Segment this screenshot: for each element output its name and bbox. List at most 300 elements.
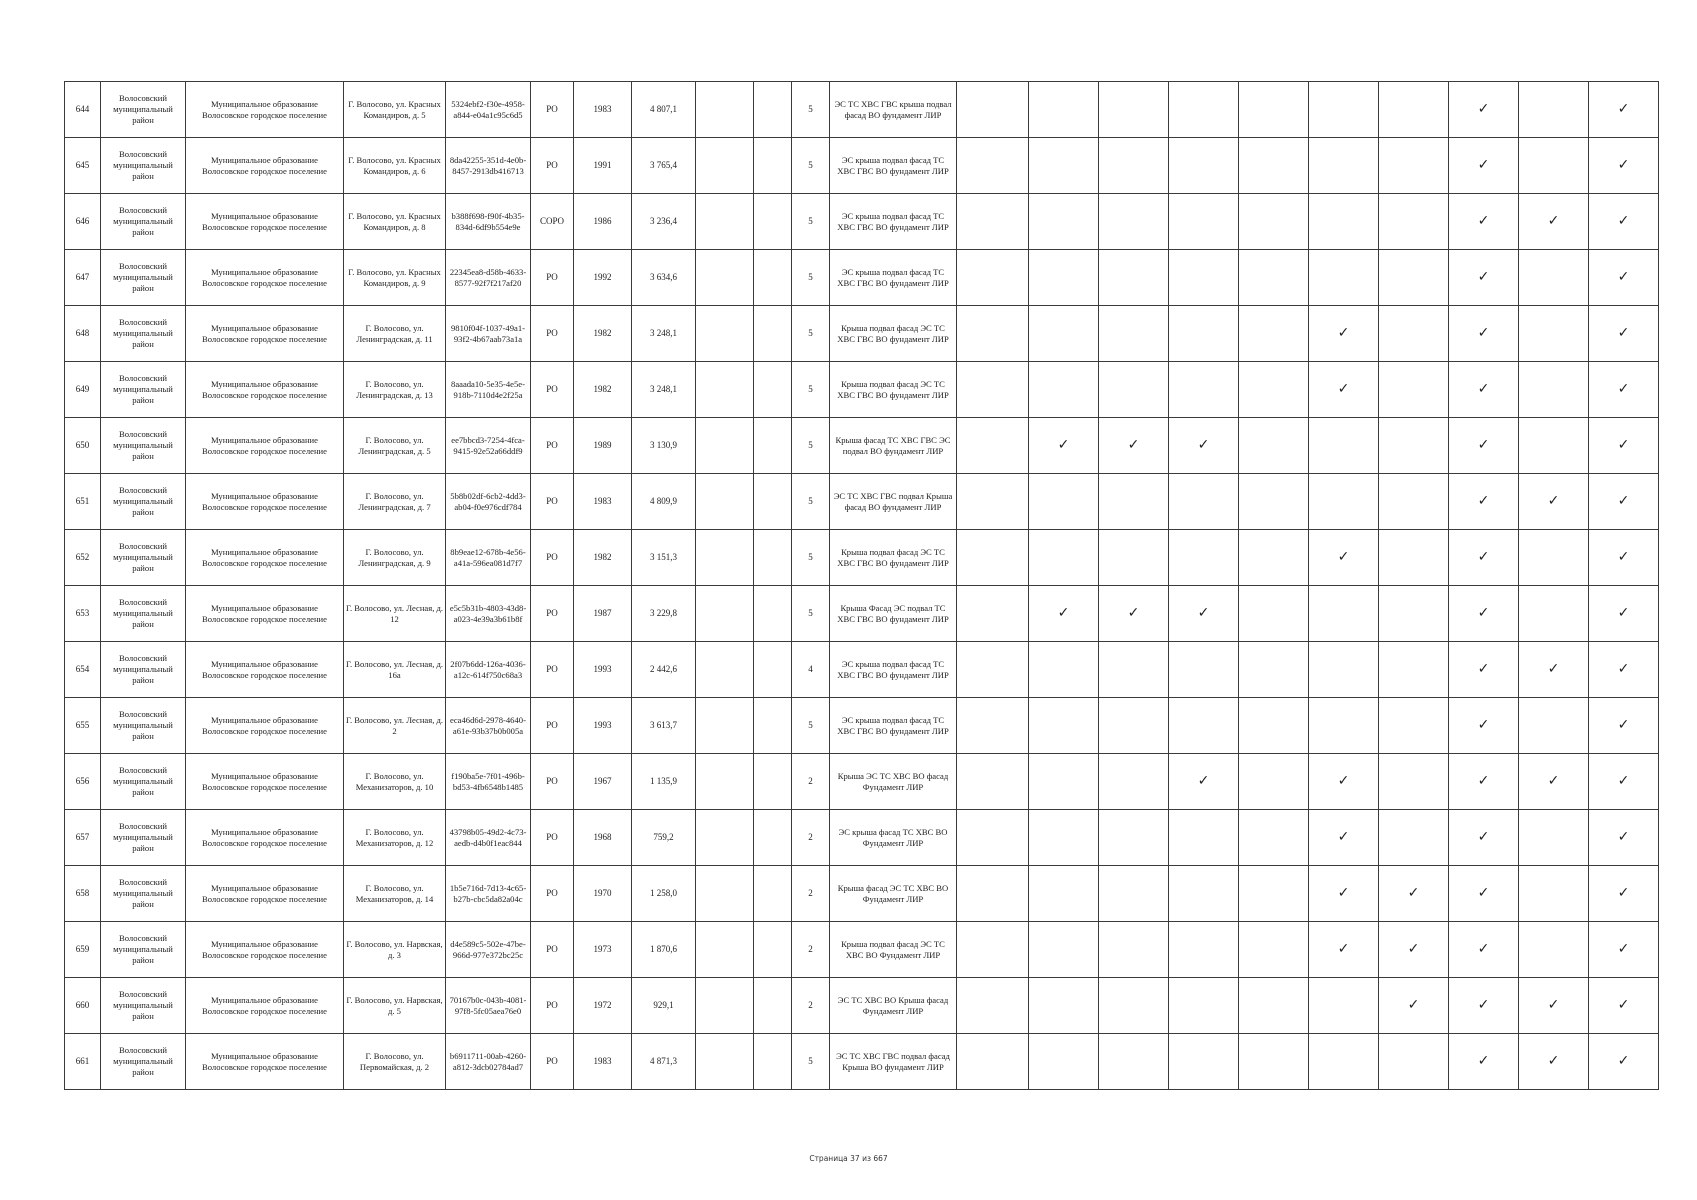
cell-c8: ✓ [1449, 362, 1519, 418]
cell-c6 [1309, 642, 1379, 698]
cell-c1 [957, 810, 1029, 866]
cell-c9: ✓ [1519, 1034, 1589, 1090]
cell-c10: ✓ [1589, 978, 1659, 1034]
cell-year: 1983 [574, 1034, 632, 1090]
cell-c2: ✓ [1029, 418, 1099, 474]
cell-address: Г. Волосово, ул. Механизаторов, д. 10 [344, 754, 446, 810]
cell-address: Г. Волосово, ул. Механизаторов, д. 14 [344, 866, 446, 922]
cell-works: Крыша ЭС ТС ХВС ВО фасад Фундамент ЛИР [830, 754, 957, 810]
cell-year: 1982 [574, 530, 632, 586]
cell-guid: d4e589c5-502e-47be-966d-977e372bc25c [446, 922, 531, 978]
cell-c10: ✓ [1589, 698, 1659, 754]
cell-works: ЭС крыша подвал фасад ТС ХВС ГВС ВО фундамент ЛИР [830, 138, 957, 194]
cell-c3 [1099, 1034, 1169, 1090]
cell-c6 [1309, 474, 1379, 530]
cell-c7 [1379, 138, 1449, 194]
cell-year: 1973 [574, 922, 632, 978]
cell-blank1 [696, 194, 754, 250]
cell-address: Г. Волосово, ул. Ленинградская, д. 13 [344, 362, 446, 418]
cell-c8: ✓ [1449, 530, 1519, 586]
cell-c7: ✓ [1379, 978, 1449, 1034]
cell-c5 [1239, 754, 1309, 810]
table-row [65, 82, 1659, 138]
cell-works: ЭС крыша подвал фасад ТС ХВС ГВС ВО фундамент ЛИР [830, 250, 957, 306]
cell-guid: 43798b05-49d2-4c73-aedb-d4b0f1eac844 [446, 810, 531, 866]
cell-floors: 5 [792, 194, 830, 250]
cell-c9: ✓ [1519, 754, 1589, 810]
cell-guid: 70167b0c-043b-4081-97f8-5fc05aea76e0 [446, 978, 531, 1034]
cell-area: 929,1 [632, 978, 696, 1034]
cell-no: 646 [65, 194, 101, 250]
cell-floors: 2 [792, 978, 830, 1034]
cell-district: Волосовский муниципальный район [101, 810, 186, 866]
cell-blank2 [754, 1034, 792, 1090]
cell-c1 [957, 922, 1029, 978]
cell-guid: 8aaada10-5e35-4e5e-918b-7110d4e2f25a [446, 362, 531, 418]
cell-municipality: Муниципальное образование Волосовское городское поселение [186, 306, 344, 362]
cell-works: ЭС крыша подвал фасад ТС ХВС ГВС ВО фундамент ЛИР [830, 194, 957, 250]
cell-municipality: Муниципальное образование Волосовское городское поселение [186, 250, 344, 306]
cell-area: 1 135,9 [632, 754, 696, 810]
cell-c3: ✓ [1099, 586, 1169, 642]
cell-c8: ✓ [1449, 138, 1519, 194]
cell-c2 [1029, 866, 1099, 922]
cell-mgmt: РО [531, 82, 574, 138]
cell-district: Волосовский муниципальный район [101, 474, 186, 530]
cell-works: ЭС ТС ХВС ГВС подвал Крыша фасад ВО фундамент ЛИР [830, 474, 957, 530]
cell-district: Волосовский муниципальный район [101, 418, 186, 474]
cell-mgmt: РО [531, 866, 574, 922]
cell-c2 [1029, 642, 1099, 698]
cell-blank1 [696, 362, 754, 418]
cell-c7: ✓ [1379, 922, 1449, 978]
cell-c4 [1169, 530, 1239, 586]
cell-blank2 [754, 866, 792, 922]
cell-c8: ✓ [1449, 866, 1519, 922]
cell-floors: 5 [792, 418, 830, 474]
cell-blank2 [754, 250, 792, 306]
cell-c5 [1239, 922, 1309, 978]
cell-address: Г. Волосово, ул. Первомайская, д. 2 [344, 1034, 446, 1090]
cell-blank2 [754, 82, 792, 138]
cell-floors: 5 [792, 82, 830, 138]
cell-c6: ✓ [1309, 866, 1379, 922]
cell-mgmt: РО [531, 138, 574, 194]
cell-blank1 [696, 138, 754, 194]
cell-c10: ✓ [1589, 586, 1659, 642]
cell-district: Волосовский муниципальный район [101, 306, 186, 362]
cell-no: 650 [65, 418, 101, 474]
cell-district: Волосовский муниципальный район [101, 978, 186, 1034]
cell-c5 [1239, 978, 1309, 1034]
page-footer: Страница 37 из 667 [809, 1154, 888, 1163]
cell-c8: ✓ [1449, 418, 1519, 474]
cell-c9 [1519, 418, 1589, 474]
cell-no: 653 [65, 586, 101, 642]
cell-blank2 [754, 474, 792, 530]
table-row [65, 642, 1659, 698]
cell-floors: 4 [792, 642, 830, 698]
cell-mgmt: РО [531, 474, 574, 530]
cell-blank1 [696, 866, 754, 922]
cell-c9 [1519, 922, 1589, 978]
cell-c9 [1519, 586, 1589, 642]
cell-year: 1993 [574, 642, 632, 698]
cell-c4 [1169, 306, 1239, 362]
cell-no: 661 [65, 1034, 101, 1090]
cell-c4 [1169, 250, 1239, 306]
cell-c4 [1169, 1034, 1239, 1090]
cell-c6: ✓ [1309, 922, 1379, 978]
cell-blank2 [754, 194, 792, 250]
cell-guid: ee7bbcd3-7254-4fca-9415-92e52a66ddf9 [446, 418, 531, 474]
cell-c3 [1099, 698, 1169, 754]
cell-address: Г. Волосово, ул. Механизаторов, д. 12 [344, 810, 446, 866]
cell-area: 759,2 [632, 810, 696, 866]
cell-floors: 5 [792, 306, 830, 362]
cell-district: Волосовский муниципальный район [101, 698, 186, 754]
cell-c7 [1379, 698, 1449, 754]
cell-floors: 5 [792, 138, 830, 194]
table-row [65, 194, 1659, 250]
cell-blank1 [696, 250, 754, 306]
cell-no: 644 [65, 82, 101, 138]
cell-c5 [1239, 1034, 1309, 1090]
cell-c3 [1099, 194, 1169, 250]
cell-district: Волосовский муниципальный район [101, 138, 186, 194]
cell-year: 1989 [574, 418, 632, 474]
cell-c2 [1029, 194, 1099, 250]
cell-district: Волосовский муниципальный район [101, 922, 186, 978]
cell-floors: 5 [792, 474, 830, 530]
cell-c4 [1169, 194, 1239, 250]
cell-district: Волосовский муниципальный район [101, 866, 186, 922]
cell-c4 [1169, 810, 1239, 866]
cell-blank1 [696, 810, 754, 866]
cell-district: Волосовский муниципальный район [101, 586, 186, 642]
cell-works: Крыша Фасад ЭС подвал ТС ХВС ГВС ВО фундамент ЛИР [830, 586, 957, 642]
cell-area: 3 229,8 [632, 586, 696, 642]
cell-c10: ✓ [1589, 82, 1659, 138]
cell-c5 [1239, 586, 1309, 642]
cell-floors: 5 [792, 362, 830, 418]
cell-address: Г. Волосово, ул. Лесная, д. 12 [344, 586, 446, 642]
cell-blank2 [754, 642, 792, 698]
cell-c10: ✓ [1589, 642, 1659, 698]
cell-municipality: Муниципальное образование Волосовское городское поселение [186, 138, 344, 194]
table-row [65, 810, 1659, 866]
cell-c3 [1099, 138, 1169, 194]
cell-area: 3 151,3 [632, 530, 696, 586]
cell-c1 [957, 138, 1029, 194]
cell-area: 4 809,9 [632, 474, 696, 530]
cell-c1 [957, 642, 1029, 698]
cell-c5 [1239, 194, 1309, 250]
cell-area: 1 258,0 [632, 866, 696, 922]
cell-blank2 [754, 698, 792, 754]
cell-no: 645 [65, 138, 101, 194]
cell-c2 [1029, 250, 1099, 306]
cell-floors: 5 [792, 1034, 830, 1090]
cell-c3 [1099, 810, 1169, 866]
cell-blank1 [696, 754, 754, 810]
cell-c1 [957, 474, 1029, 530]
cell-no: 660 [65, 978, 101, 1034]
cell-no: 655 [65, 698, 101, 754]
cell-floors: 5 [792, 530, 830, 586]
cell-c2 [1029, 138, 1099, 194]
cell-mgmt: РО [531, 362, 574, 418]
cell-c1 [957, 978, 1029, 1034]
cell-area: 1 870,6 [632, 922, 696, 978]
cell-c3 [1099, 530, 1169, 586]
cell-c8: ✓ [1449, 250, 1519, 306]
cell-floors: 2 [792, 922, 830, 978]
cell-no: 656 [65, 754, 101, 810]
cell-mgmt: РО [531, 1034, 574, 1090]
cell-c9 [1519, 250, 1589, 306]
cell-c6 [1309, 698, 1379, 754]
cell-mgmt: РО [531, 978, 574, 1034]
cell-c4 [1169, 866, 1239, 922]
cell-area: 3 236,4 [632, 194, 696, 250]
cell-address: Г. Волосово, ул. Нарвская, д. 3 [344, 922, 446, 978]
cell-no: 654 [65, 642, 101, 698]
cell-c2 [1029, 306, 1099, 362]
cell-no: 659 [65, 922, 101, 978]
cell-c4: ✓ [1169, 754, 1239, 810]
cell-c10: ✓ [1589, 866, 1659, 922]
cell-works: Крыша фасад ТС ХВС ГВС ЭС подвал ВО фундамент ЛИР [830, 418, 957, 474]
cell-year: 1982 [574, 306, 632, 362]
cell-c7: ✓ [1379, 866, 1449, 922]
cell-c9: ✓ [1519, 642, 1589, 698]
cell-c10: ✓ [1589, 250, 1659, 306]
cell-mgmt: РО [531, 530, 574, 586]
cell-floors: 2 [792, 810, 830, 866]
cell-guid: f190ba5e-7f01-496b-bd53-4fb6548b1485 [446, 754, 531, 810]
cell-c10: ✓ [1589, 1034, 1659, 1090]
cell-c5 [1239, 250, 1309, 306]
cell-blank1 [696, 642, 754, 698]
cell-district: Волосовский муниципальный район [101, 362, 186, 418]
cell-year: 1972 [574, 978, 632, 1034]
cell-municipality: Муниципальное образование Волосовское городское поселение [186, 1034, 344, 1090]
cell-works: ЭС крыша фасад ТС ХВС ВО Фундамент ЛИР [830, 810, 957, 866]
cell-c2 [1029, 922, 1099, 978]
cell-district: Волосовский муниципальный район [101, 194, 186, 250]
table-row [65, 250, 1659, 306]
cell-works: Крыша подвал фасад ЭС ТС ХВС ВО Фундамент ЛИР [830, 922, 957, 978]
cell-address: Г. Волосово, ул. Ленинградская, д. 7 [344, 474, 446, 530]
cell-year: 1987 [574, 586, 632, 642]
cell-c7 [1379, 306, 1449, 362]
cell-works: Крыша фасад ЭС ТС ХВС ВО Фундамент ЛИР [830, 866, 957, 922]
cell-c6: ✓ [1309, 754, 1379, 810]
cell-c6 [1309, 82, 1379, 138]
cell-c7 [1379, 754, 1449, 810]
cell-blank1 [696, 586, 754, 642]
cell-c8: ✓ [1449, 698, 1519, 754]
cell-c7 [1379, 1034, 1449, 1090]
cell-c8: ✓ [1449, 754, 1519, 810]
cell-c2 [1029, 1034, 1099, 1090]
cell-no: 649 [65, 362, 101, 418]
cell-address: Г. Волосово, ул. Красных Командиров, д. 6 [344, 138, 446, 194]
cell-address: Г. Волосово, ул. Лесная, д. 16а [344, 642, 446, 698]
cell-year: 1968 [574, 810, 632, 866]
cell-c1 [957, 866, 1029, 922]
cell-c1 [957, 194, 1029, 250]
cell-no: 648 [65, 306, 101, 362]
cell-municipality: Муниципальное образование Волосовское городское поселение [186, 82, 344, 138]
cell-c5 [1239, 362, 1309, 418]
cell-mgmt: РО [531, 586, 574, 642]
table-row [65, 978, 1659, 1034]
cell-municipality: Муниципальное образование Волосовское городское поселение [186, 922, 344, 978]
cell-address: Г. Волосово, ул. Нарвская, д. 5 [344, 978, 446, 1034]
cell-c7 [1379, 810, 1449, 866]
table-row [65, 698, 1659, 754]
cell-works: ЭС крыша подвал фасад ТС ХВС ГВС ВО фундамент ЛИР [830, 698, 957, 754]
cell-works: Крыша подвал фасад ЭС ТС ХВС ГВС ВО фундамент ЛИР [830, 362, 957, 418]
cell-municipality: Муниципальное образование Волосовское городское поселение [186, 530, 344, 586]
cell-guid: b388f698-f90f-4b35-834d-6df9b554e9e [446, 194, 531, 250]
cell-c1 [957, 306, 1029, 362]
cell-municipality: Муниципальное образование Волосовское городское поселение [186, 642, 344, 698]
cell-c9: ✓ [1519, 194, 1589, 250]
cell-year: 1993 [574, 698, 632, 754]
cell-address: Г. Волосово, ул. Красных Командиров, д. 8 [344, 194, 446, 250]
cell-c2: ✓ [1029, 586, 1099, 642]
cell-c4 [1169, 698, 1239, 754]
cell-district: Волосовский муниципальный район [101, 250, 186, 306]
cell-district: Волосовский муниципальный район [101, 642, 186, 698]
cell-address: Г. Волосово, ул. Красных Командиров, д. 9 [344, 250, 446, 306]
cell-c9: ✓ [1519, 978, 1589, 1034]
cell-c3 [1099, 474, 1169, 530]
cell-district: Волосовский муниципальный район [101, 82, 186, 138]
cell-municipality: Муниципальное образование Волосовское городское поселение [186, 474, 344, 530]
cell-c9 [1519, 810, 1589, 866]
cell-no: 651 [65, 474, 101, 530]
cell-c8: ✓ [1449, 194, 1519, 250]
cell-c8: ✓ [1449, 474, 1519, 530]
cell-year: 1983 [574, 474, 632, 530]
cell-municipality: Муниципальное образование Волосовское городское поселение [186, 978, 344, 1034]
cell-district: Волосовский муниципальный район [101, 530, 186, 586]
cell-guid: 2f07b6dd-126a-4036-a12c-614f750c68a3 [446, 642, 531, 698]
cell-c4 [1169, 978, 1239, 1034]
cell-blank1 [696, 922, 754, 978]
cell-municipality: Муниципальное образование Волосовское городское поселение [186, 362, 344, 418]
cell-municipality: Муниципальное образование Волосовское городское поселение [186, 866, 344, 922]
cell-mgmt: РО [531, 810, 574, 866]
cell-guid: 8da42255-351d-4e0b-8457-2913db416713 [446, 138, 531, 194]
cell-works: Крыша подвал фасад ЭС ТС ХВС ГВС ВО фундамент ЛИР [830, 306, 957, 362]
table-row [65, 138, 1659, 194]
cell-c9 [1519, 530, 1589, 586]
cell-c10: ✓ [1589, 138, 1659, 194]
cell-blank1 [696, 698, 754, 754]
cell-c1 [957, 82, 1029, 138]
table-row [65, 530, 1659, 586]
cell-floors: 5 [792, 586, 830, 642]
cell-c1 [957, 418, 1029, 474]
cell-c5 [1239, 306, 1309, 362]
cell-c7 [1379, 418, 1449, 474]
cell-c8: ✓ [1449, 922, 1519, 978]
cell-mgmt: РО [531, 754, 574, 810]
cell-area: 3 765,4 [632, 138, 696, 194]
cell-c6 [1309, 250, 1379, 306]
cell-area: 3 248,1 [632, 306, 696, 362]
cell-c8: ✓ [1449, 642, 1519, 698]
cell-year: 1983 [574, 82, 632, 138]
cell-c2 [1029, 474, 1099, 530]
cell-municipality: Муниципальное образование Волосовское городское поселение [186, 698, 344, 754]
cell-mgmt: РО [531, 250, 574, 306]
cell-works: Крыша подвал фасад ЭС ТС ХВС ГВС ВО фундамент ЛИР [830, 530, 957, 586]
cell-works: ЭС ТС ХВС ГВС крыша подвал фасад ВО фундамент ЛИР [830, 82, 957, 138]
cell-blank2 [754, 754, 792, 810]
cell-c9 [1519, 362, 1589, 418]
cell-district: Волосовский муниципальный район [101, 1034, 186, 1090]
cell-year: 1967 [574, 754, 632, 810]
cell-c1 [957, 698, 1029, 754]
cell-c1 [957, 586, 1029, 642]
cell-no: 657 [65, 810, 101, 866]
cell-c3 [1099, 922, 1169, 978]
cell-works: ЭС ТС ХВС ГВС подвал фасад Крыша ВО фундамент ЛИР [830, 1034, 957, 1090]
cell-blank2 [754, 362, 792, 418]
cell-c1 [957, 754, 1029, 810]
cell-guid: 8b9eae12-678b-4e56-a41a-596ea081d7f7 [446, 530, 531, 586]
cell-no: 658 [65, 866, 101, 922]
cell-area: 4 807,1 [632, 82, 696, 138]
cell-c10: ✓ [1589, 530, 1659, 586]
cell-blank1 [696, 1034, 754, 1090]
cell-c4 [1169, 642, 1239, 698]
cell-c9 [1519, 866, 1589, 922]
cell-c7 [1379, 362, 1449, 418]
cell-c6: ✓ [1309, 810, 1379, 866]
cell-area: 2 442,6 [632, 642, 696, 698]
cell-c10: ✓ [1589, 418, 1659, 474]
cell-area: 3 248,1 [632, 362, 696, 418]
cell-blank2 [754, 922, 792, 978]
cell-c1 [957, 1034, 1029, 1090]
cell-c8: ✓ [1449, 1034, 1519, 1090]
cell-guid: 5b8b02df-6cb2-4dd3-ab04-f0e976cdf784 [446, 474, 531, 530]
cell-guid: 5324ebf2-f30e-4958-a844-e04a1c95c6d5 [446, 82, 531, 138]
cell-c5 [1239, 642, 1309, 698]
cell-c4: ✓ [1169, 418, 1239, 474]
cell-c2 [1029, 810, 1099, 866]
cell-c5 [1239, 82, 1309, 138]
cell-guid: 22345ea8-d58b-4633-8577-92f7f217af20 [446, 250, 531, 306]
table-row [65, 586, 1659, 642]
cell-c4 [1169, 82, 1239, 138]
cell-guid: 9810f04f-1037-49a1-93f2-4b67aab73a1a [446, 306, 531, 362]
cell-c1 [957, 362, 1029, 418]
cell-blank2 [754, 306, 792, 362]
cell-c5 [1239, 474, 1309, 530]
cell-address: Г. Волосово, ул. Лесная, д. 2 [344, 698, 446, 754]
cell-c10: ✓ [1589, 922, 1659, 978]
cell-guid: eca46d6d-2978-4640-a61e-93b37b0b005a [446, 698, 531, 754]
cell-blank1 [696, 530, 754, 586]
